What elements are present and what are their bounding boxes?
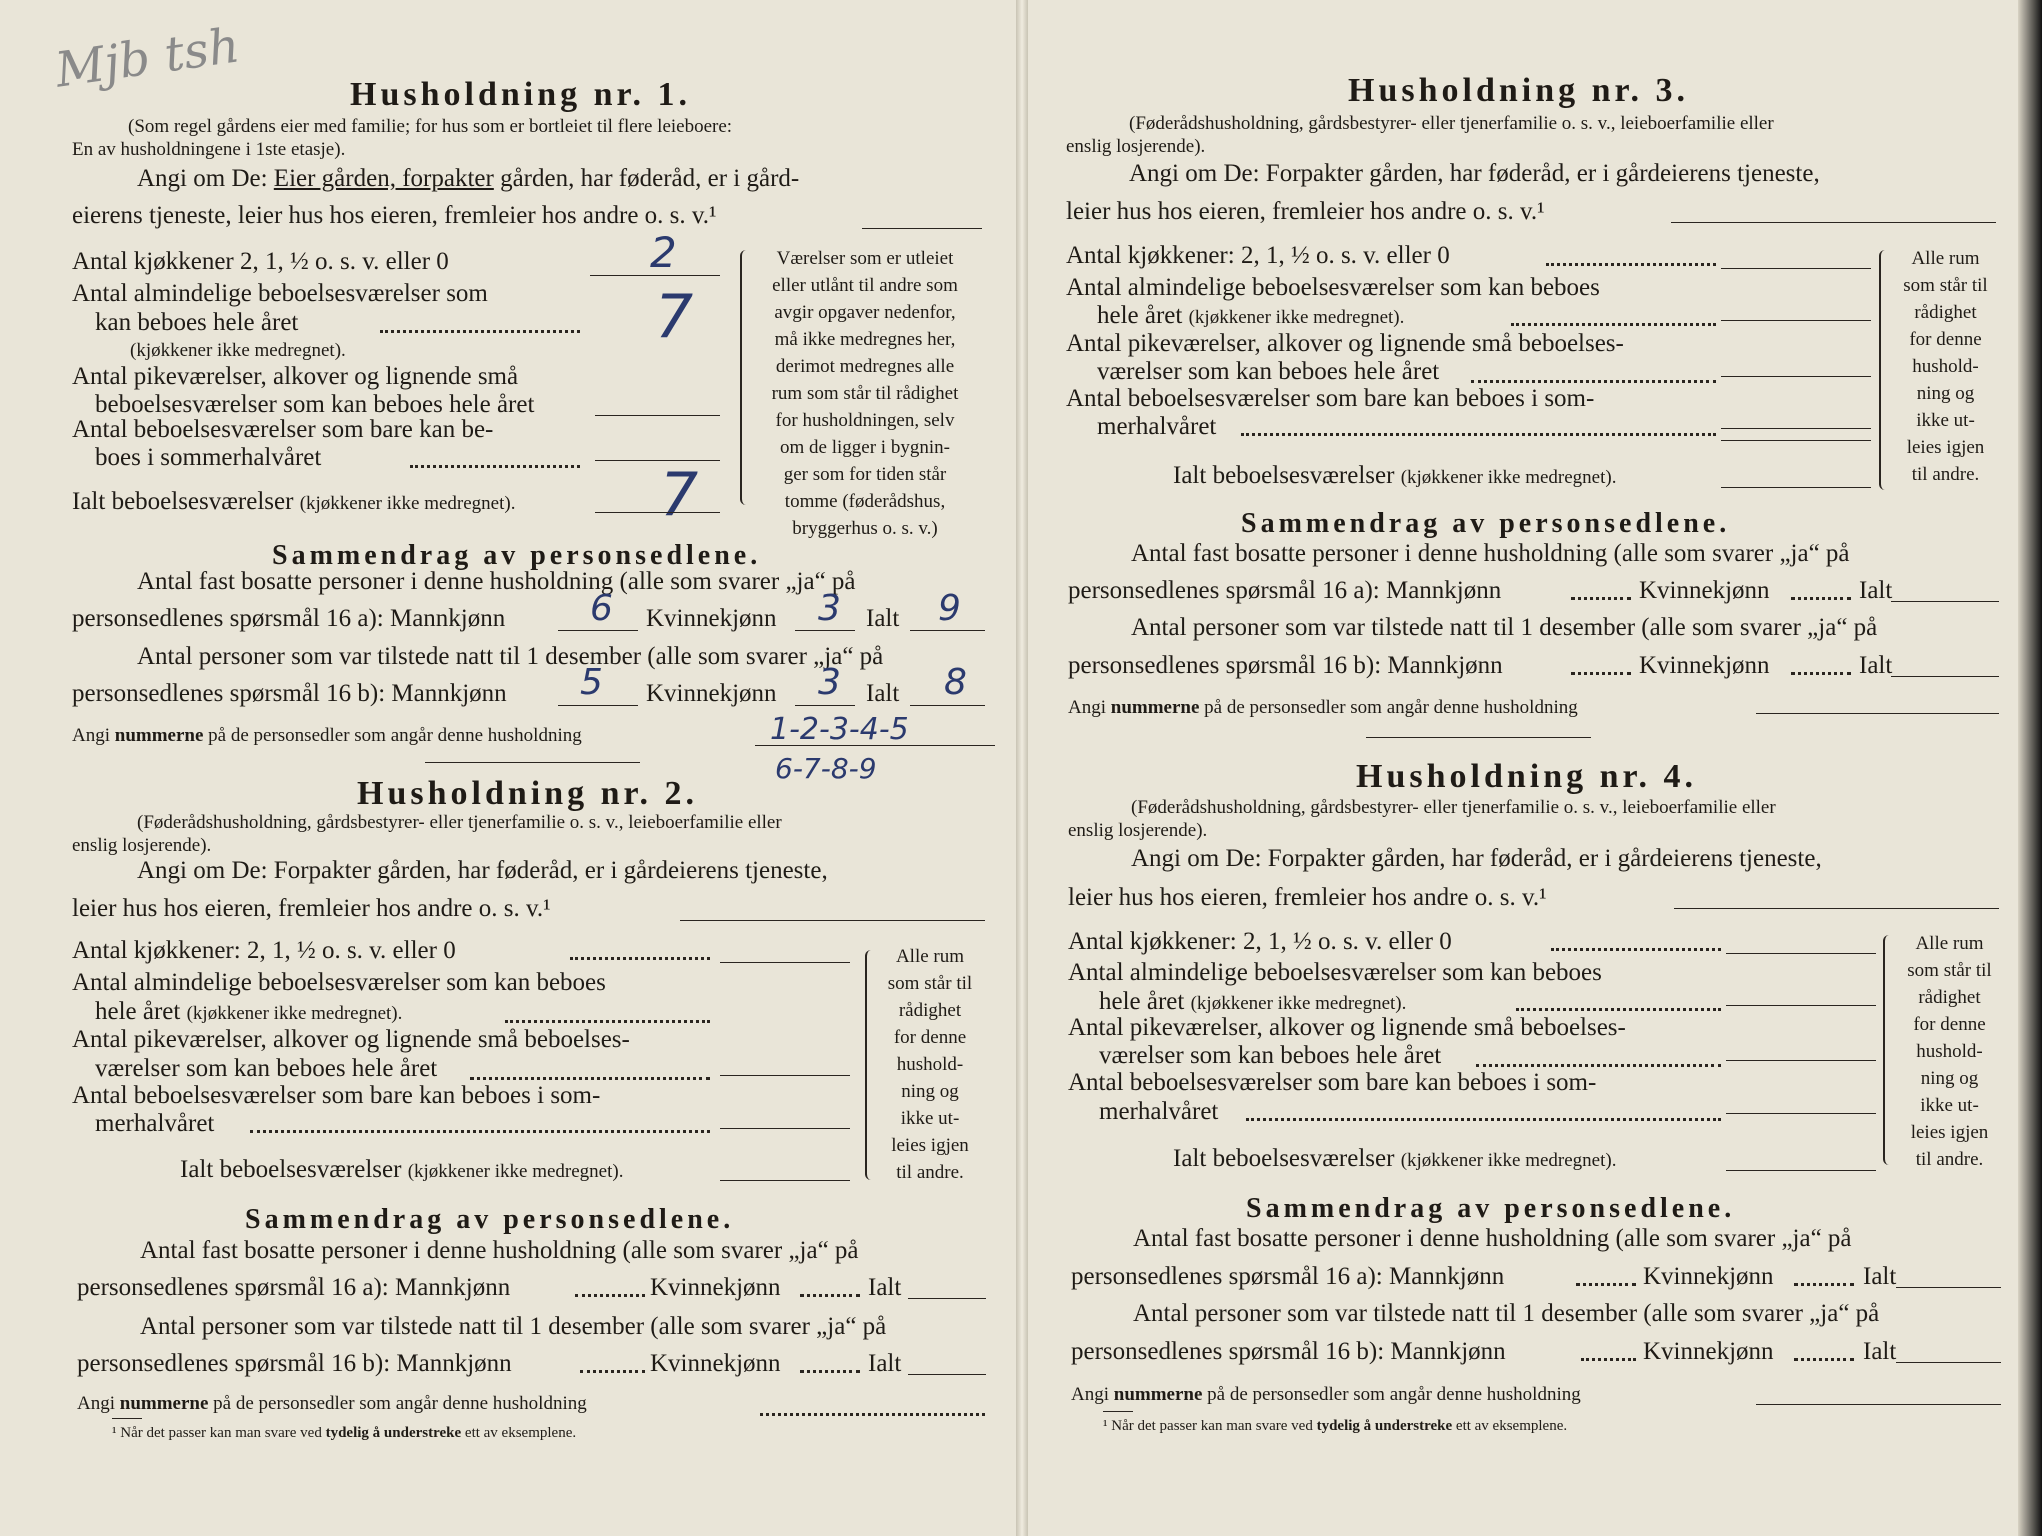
h2-maid-rooms-line1: Antal pikeværelser, alkover og lignende små beboelses- xyxy=(72,1026,630,1053)
h1-numbers-b: nummerne xyxy=(114,725,204,746)
right-page xyxy=(1021,0,2042,1536)
h4-numbers-label xyxy=(1071,1384,1581,1406)
note-line: må ikke medregnes her, xyxy=(774,329,956,350)
note-line: rådighet xyxy=(1918,987,1981,1008)
note-line: leies igjen xyxy=(1906,437,1985,458)
h3-intro-line2: enslig losjerende). xyxy=(1066,136,1206,157)
h3-regular-rooms-text: hele året xyxy=(1097,302,1183,329)
note-line: om de ligger i bygnin- xyxy=(780,437,950,458)
h1-total-label xyxy=(72,488,515,516)
h4-numbers-c: på de personsedler som angår denne husholdning xyxy=(1207,1384,1581,1405)
h3-numbers-label xyxy=(1068,697,1578,719)
note-line: ikke ut- xyxy=(1920,1095,1979,1116)
h3-regular-rooms-paren: (kjøkkener ikke medregnet). xyxy=(1188,307,1405,328)
h3-numbers-c: på de personsedler som angår denne husholdning xyxy=(1204,697,1578,718)
right-footnote-a: ¹ Når det passer kan man svare ved xyxy=(1103,1418,1313,1434)
h1-numbers-c: på de personsedler som angår denne husholdning xyxy=(208,725,582,746)
h1-present-male: 5 xyxy=(580,662,603,703)
h3-total-text: Ialt beboelsesværelser xyxy=(1173,462,1395,489)
h3-resident-line1: Antal fast bosatte personer i denne husholdning (alle som svarer „ja“ på xyxy=(1131,540,1850,567)
h4-regular-rooms-text: hele året xyxy=(1099,988,1185,1015)
note-line: hushold- xyxy=(1912,356,1979,377)
h1-total-value: 7 xyxy=(660,460,699,530)
note-line: for denne xyxy=(1913,1014,1986,1035)
note-line: for denne xyxy=(893,1027,967,1048)
note-line: eller utlånt til andre som xyxy=(772,275,958,296)
right-footnote xyxy=(1103,1418,1567,1435)
h3-kitchens-label: Antal kjøkkener: 2, 1, ½ o. s. v. eller 0 xyxy=(1066,242,1450,269)
h2-numbers-b: nummerne xyxy=(119,1393,209,1414)
h4-title: Husholdning nr. 4. xyxy=(1356,758,1697,795)
h3-title: Husholdning nr. 3. xyxy=(1348,72,1689,109)
h3-present-female-label: Kvinnekjønn xyxy=(1639,652,1770,679)
h4-resident-line2: personsedlenes spørsmål 16 a): Mannkjønn xyxy=(1071,1263,1505,1290)
h2-maid-rooms-line2: værelser som kan beboes hele året xyxy=(95,1055,438,1082)
h1-title: Husholdning nr. 1. xyxy=(350,76,691,113)
h2-total-paren: (kjøkkener ikke medregnet). xyxy=(407,1161,624,1182)
h2-title: Husholdning nr. 2. xyxy=(357,775,698,812)
note-line: Alle rum xyxy=(1915,933,1984,954)
h2-present-female-label: Kvinnekjønn xyxy=(650,1350,781,1377)
h3-total-label xyxy=(1173,462,1616,490)
left-footnote-a: ¹ Når det passer kan man svare ved xyxy=(112,1425,322,1441)
h4-rooms-note xyxy=(1887,930,2012,1173)
h2-kitchens-label: Antal kjøkkener: 2, 1, ½ o. s. v. eller 0 xyxy=(72,937,456,964)
h1-resident-line2: personsedlenes spørsmål 16 a): Mannkjønn xyxy=(72,605,506,632)
h4-present-line1: Antal personer som var tilstede natt til 1 desember (alle som svarer „ja“ på xyxy=(1133,1300,1880,1327)
h1-maid-rooms-line2: beboelsesværelser som kan beboes hele året xyxy=(95,391,535,418)
h1-numbers-value1: 1-2-3-4-5 xyxy=(770,712,909,747)
h2-regular-rooms-paren: (kjøkkener ikke medregnet). xyxy=(186,1003,403,1024)
h4-present-female-label: Kvinnekjønn xyxy=(1643,1338,1774,1365)
note-line: som står til xyxy=(1903,275,1988,296)
h2-present-line2: personsedlenes spørsmål 16 b): Mannkjønn xyxy=(77,1350,512,1377)
h1-summer-rooms-line1: Antal beboelsesværelser som bare kan be- xyxy=(72,416,494,443)
h2-resident-line2: personsedlenes spørsmål 16 a): Mannkjønn xyxy=(77,1274,511,1301)
h2-angi-line1: Angi om De: Forpakter gården, har føderåd, er i gårdeierens tjeneste, xyxy=(137,857,828,884)
h1-summer-rooms-line2: boes i sommerhalvåret xyxy=(95,444,322,471)
h3-present-line2: personsedlenes spørsmål 16 b): Mannkjønn xyxy=(1068,652,1503,679)
note-line: avgir opgaver nedenfor, xyxy=(774,302,956,323)
h1-intro-line2: En av husholdningene i 1ste etasje). xyxy=(72,139,346,160)
note-line: til andre. xyxy=(1911,464,1980,485)
h1-resident-line1: Antal fast bosatte personer i denne husholdning (alle som svarer „ja“ på xyxy=(137,568,856,595)
h3-summer-rooms-line1: Antal beboelsesværelser som bare kan beboes i som- xyxy=(1066,385,1595,412)
h2-total-text: Ialt beboelsesværelser xyxy=(180,1156,402,1183)
h4-total-paren: (kjøkkener ikke medregnet). xyxy=(1400,1150,1617,1171)
h1-summary-title: Sammendrag av personsedlene. xyxy=(272,540,762,571)
h1-present-total: 8 xyxy=(944,662,967,703)
note-line: hushold- xyxy=(1916,1041,1983,1062)
h1-angi-line1 xyxy=(137,165,799,193)
h1-total-paren: (kjøkkener ikke medregnet). xyxy=(299,493,516,514)
h2-resident-female-label: Kvinnekjønn xyxy=(650,1274,781,1301)
h1-intro-line1: (Som regel gårdens eier med familie; for hus som er bortleiet til flere leieboere: xyxy=(128,116,733,137)
h2-summer-rooms-line1: Antal beboelsesværelser som bare kan beboes i som- xyxy=(72,1082,601,1109)
note-line: tomme (føderådshus, xyxy=(784,491,946,512)
h2-regular-rooms-line2 xyxy=(95,998,402,1026)
left-footnote-b: tydelig å understreke xyxy=(325,1425,462,1441)
h1-regular-rooms-value: 7 xyxy=(655,282,694,352)
h3-total-paren: (kjøkkener ikke medregnet). xyxy=(1400,467,1617,488)
h1-kitchens-label: Antal kjøkkener 2, 1, ½ o. s. v. eller 0 xyxy=(72,248,449,275)
h2-summary-title: Sammendrag av personsedlene. xyxy=(245,1204,735,1235)
note-line: Alle rum xyxy=(1911,248,1980,269)
h3-angi-line1: Angi om De: Forpakter gården, har føderåd, er i gårdeierens tjeneste, xyxy=(1129,160,1820,187)
h1-angi-underlined: Eier gården, forpakter xyxy=(273,165,494,192)
h2-summer-rooms-line2: merhalvåret xyxy=(95,1110,215,1137)
h1-angi-rest: gården, har føderåd, er i gård- xyxy=(500,165,800,192)
h1-total-text: Ialt beboelsesværelser xyxy=(72,488,294,515)
h2-resident-line1: Antal fast bosatte personer i denne husholdning (alle som svarer „ja“ på xyxy=(140,1237,859,1264)
h4-resident-line1: Antal fast bosatte personer i denne husholdning (alle som svarer „ja“ på xyxy=(1133,1225,1852,1252)
h4-maid-rooms-line2: værelser som kan beboes hele året xyxy=(1099,1042,1442,1069)
h1-numbers-a: Angi xyxy=(72,725,110,746)
note-line: for husholdningen, selv xyxy=(775,410,955,431)
h4-total-text: Ialt beboelsesværelser xyxy=(1173,1145,1395,1172)
h3-regular-rooms-line2 xyxy=(1097,302,1404,330)
h1-maid-rooms-line1: Antal pikeværelser, alkover og lignende små xyxy=(72,363,519,390)
h2-total-label xyxy=(180,1156,623,1184)
note-line: ikke ut- xyxy=(900,1108,960,1129)
h3-resident-female-label: Kvinnekjønn xyxy=(1639,577,1770,604)
h1-angi-prefix: Angi om De: xyxy=(137,165,268,192)
note-line: ning og xyxy=(1916,383,1975,404)
h1-resident-female: 3 xyxy=(818,588,841,629)
h2-numbers-a: Angi xyxy=(77,1393,115,1414)
h3-present-total-label: Ialt xyxy=(1859,652,1893,679)
h3-summer-rooms-line2: merhalvåret xyxy=(1097,413,1217,440)
note-line: ger som for tiden står xyxy=(783,464,947,485)
pencil-margin-note: Mjb tsh xyxy=(52,17,243,99)
h3-maid-rooms-line2: værelser som kan beboes hele året xyxy=(1097,358,1440,385)
h3-resident-total-label: Ialt xyxy=(1859,577,1893,604)
h1-resident-total: 9 xyxy=(938,588,961,629)
h2-regular-rooms-line1: Antal almindelige beboelsesværelser som kan beboes xyxy=(72,969,606,996)
h3-present-line1: Antal personer som var tilstede natt til 1 desember (alle som svarer „ja“ på xyxy=(1131,614,1878,641)
h2-intro-line1: (Føderådshusholdning, gårdsbestyrer- eller tjenerfamilie o. s. v., leieboerfamilie eller xyxy=(137,812,782,833)
note-line: derimot medregnes alle xyxy=(775,356,955,377)
note-line: Værelser som er utleiet xyxy=(776,248,954,269)
note-line: til andre. xyxy=(1915,1149,1984,1170)
h4-summary-title: Sammendrag av personsedlene. xyxy=(1246,1193,1736,1224)
h2-angi-line2: leier hus hos eieren, fremleier hos andre o. s. v.¹ xyxy=(72,895,551,922)
h4-intro-line2: enslig losjerende). xyxy=(1068,820,1208,841)
h4-kitchens-label: Antal kjøkkener: 2, 1, ½ o. s. v. eller 0 xyxy=(1068,928,1452,955)
h4-regular-rooms-line2 xyxy=(1099,988,1406,1016)
note-line: ning og xyxy=(901,1081,959,1102)
h1-regular-rooms-line1: Antal almindelige beboelsesværelser som xyxy=(72,280,488,307)
h2-present-line1: Antal personer som var tilstede natt til 1 desember (alle som svarer „ja“ på xyxy=(140,1313,887,1340)
h4-angi-line1: Angi om De: Forpakter gården, har føderåd, er i gårdeierens tjeneste, xyxy=(1131,845,1822,872)
h1-present-female-label: Kvinnekjønn xyxy=(646,680,777,707)
h1-angi-line2: eierens tjeneste, leier hus hos eieren, fremleier hos andre o. s. v.¹ xyxy=(72,202,717,229)
h1-present-female: 3 xyxy=(818,662,841,703)
note-line: Alle rum xyxy=(895,946,965,967)
note-line: rådighet xyxy=(898,1000,962,1021)
h3-maid-rooms-line1: Antal pikeværelser, alkover og lignende små beboelses- xyxy=(1066,330,1624,357)
note-line: som står til xyxy=(1907,960,1992,981)
note-line: som står til xyxy=(887,973,973,994)
left-footnote-c: ett av eksemplene. xyxy=(464,1425,577,1441)
h1-regular-rooms-line2: kan beboes hele året xyxy=(95,309,299,336)
h3-regular-rooms-line1: Antal almindelige beboelsesværelser som kan beboes xyxy=(1066,274,1600,301)
note-line: leies igjen xyxy=(891,1135,969,1156)
right-footnote-c: ett av eksemplene. xyxy=(1455,1418,1568,1434)
note-line: bryggerhus o. s. v.) xyxy=(792,518,938,539)
h2-rooms-note xyxy=(870,943,990,1186)
h3-summary-title: Sammendrag av personsedlene. xyxy=(1241,508,1731,539)
note-line: leies igjen xyxy=(1910,1122,1989,1143)
h2-numbers-c: på de personsedler som angår denne husholdning xyxy=(213,1393,587,1414)
h4-angi-line2: leier hus hos eieren, fremleier hos andre o. s. v.¹ xyxy=(1068,884,1547,911)
h2-resident-total-label: Ialt xyxy=(868,1274,902,1301)
left-footnote xyxy=(112,1425,576,1442)
h3-intro-line1: (Føderådshusholdning, gårdsbestyrer- eller tjenerfamilie o. s. v., leieboerfamilie eller xyxy=(1129,113,1774,134)
h1-kitchens-value: 2 xyxy=(650,228,677,277)
h4-regular-rooms-paren: (kjøkkener ikke medregnet). xyxy=(1190,993,1407,1014)
h4-present-line2: personsedlenes spørsmål 16 b): Mannkjønn xyxy=(1071,1338,1506,1365)
h4-present-total-label: Ialt xyxy=(1863,1338,1897,1365)
h2-intro-line2: enslig losjerende). xyxy=(72,835,212,856)
h3-numbers-b: nummerne xyxy=(1110,697,1200,718)
h1-numbers-label xyxy=(72,725,582,747)
right-footnote-b: tydelig å understreke xyxy=(1316,1418,1453,1434)
h4-numbers-b: nummerne xyxy=(1113,1384,1203,1405)
h1-resident-total-label: Ialt xyxy=(866,605,900,632)
h4-resident-total-label: Ialt xyxy=(1863,1263,1897,1290)
note-line: ikke ut- xyxy=(1916,410,1975,431)
note-line: til andre. xyxy=(896,1162,964,1183)
h1-present-line2: personsedlenes spørsmål 16 b): Mannkjønn xyxy=(72,680,507,707)
note-line: for denne xyxy=(1909,329,1982,350)
h4-total-label xyxy=(1173,1145,1616,1173)
h1-numbers-value2: 6-7-8-9 xyxy=(775,752,877,785)
note-line: hushold- xyxy=(896,1054,964,1075)
h1-resident-female-label: Kvinnekjønn xyxy=(646,605,777,632)
page-edge-shadow xyxy=(2018,0,2042,1536)
h1-regular-rooms-note: (kjøkkener ikke medregnet). xyxy=(130,340,346,361)
h4-summer-rooms-line1: Antal beboelsesværelser som bare kan beboes i som- xyxy=(1068,1069,1597,1096)
h1-resident-male: 6 xyxy=(590,588,613,629)
h2-present-total-label: Ialt xyxy=(868,1350,902,1377)
h4-summer-rooms-line2: merhalvåret xyxy=(1099,1098,1219,1125)
h4-maid-rooms-line1: Antal pikeværelser, alkover og lignende små beboelses- xyxy=(1068,1014,1626,1041)
h1-present-line1: Antal personer som var tilstede natt til 1 desember (alle som svarer „ja“ på xyxy=(137,643,884,670)
h3-angi-line2: leier hus hos eieren, fremleier hos andre o. s. v.¹ xyxy=(1066,198,1545,225)
h2-numbers-label xyxy=(77,1393,587,1415)
h4-intro-line1: (Føderådshusholdning, gårdsbestyrer- eller tjenerfamilie o. s. v., leieboerfamilie eller xyxy=(1131,797,1776,818)
h4-resident-female-label: Kvinnekjønn xyxy=(1643,1263,1774,1290)
h1-present-total-label: Ialt xyxy=(866,680,900,707)
note-line: ning og xyxy=(1920,1068,1979,1089)
h3-numbers-a: Angi xyxy=(1068,697,1106,718)
note-line: rum som står til rådighet xyxy=(771,383,959,404)
h3-resident-line2: personsedlenes spørsmål 16 a): Mannkjønn xyxy=(1068,577,1502,604)
h4-numbers-a: Angi xyxy=(1071,1384,1109,1405)
h1-rooms-note xyxy=(745,245,985,542)
h4-regular-rooms-line1: Antal almindelige beboelsesværelser som kan beboes xyxy=(1068,959,1602,986)
h3-rooms-note xyxy=(1883,245,2008,488)
note-line: rådighet xyxy=(1914,302,1977,323)
h2-regular-rooms-text: hele året xyxy=(95,998,181,1025)
